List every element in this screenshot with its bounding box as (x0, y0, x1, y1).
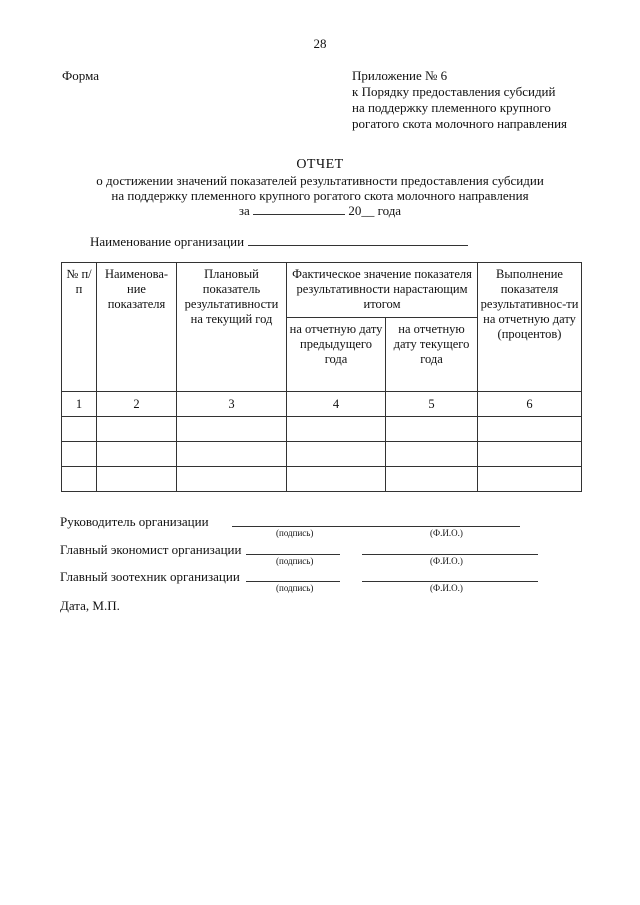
table-cell[interactable] (177, 442, 287, 467)
header-completion: Выполнение показателя результативнос-ти на отчетную дату (процентов) (478, 263, 582, 392)
table-row (62, 417, 582, 442)
table-cell[interactable] (62, 442, 97, 467)
page-number: 28 (313, 36, 327, 51)
table-cell[interactable] (386, 417, 478, 442)
table-cell[interactable] (97, 417, 177, 442)
table-cell[interactable] (177, 417, 287, 442)
table-cell[interactable] (287, 417, 386, 442)
header-indicator-name: Наименова-ние показателя (97, 263, 177, 392)
signature-head-line[interactable] (232, 526, 520, 527)
appendix-line-1: Приложение № 6 (352, 68, 448, 83)
date-stamp-label: Дата, М.П. (60, 598, 120, 613)
report-subtitle-line-2: на поддержку племенного крупного рогатого скота молочного направления (111, 188, 529, 203)
report-heading: ОТЧЕТ (296, 157, 344, 172)
signature-zootechnician-label: Главный зоотехник организации (60, 569, 240, 584)
appendix-line-3: на поддержку племенного крупного (352, 100, 551, 115)
column-number-4: 4 (287, 392, 386, 417)
table-cell[interactable] (478, 467, 582, 492)
report-period (60, 203, 580, 218)
table-cell[interactable] (287, 442, 386, 467)
table-row (62, 442, 582, 467)
table-cell[interactable] (62, 417, 97, 442)
header-previous-year: на отчетную дату предыдущего года (287, 318, 386, 392)
signature-economist-sign-line[interactable] (246, 554, 340, 555)
appendix-line-2: к Порядку предоставления субсидий (352, 84, 556, 99)
appendix-line-4: рогатого скота молочного направления (352, 116, 568, 131)
report-title-block (60, 157, 580, 218)
signature-zootechnician-caption-name: (Ф.И.О.) (430, 583, 463, 593)
header-current-year: на отчетную дату текущего года (386, 318, 478, 392)
signature-zootechnician-caption-sign: (подпись) (276, 583, 314, 593)
column-number-5: 5 (386, 392, 478, 417)
period-year: 20__ года (348, 203, 402, 218)
signature-head-caption-name: (Ф.И.О.) (430, 528, 463, 538)
table-cell[interactable] (62, 467, 97, 492)
organization-name-field[interactable] (248, 233, 468, 246)
table-cell[interactable] (177, 467, 287, 492)
table-row (62, 467, 582, 492)
signature-head-caption-sign: (подпись) (276, 528, 314, 538)
signature-economist-caption-name: (Ф.И.О.) (430, 556, 463, 566)
report-table (61, 262, 582, 492)
table-column-numbers-row (62, 392, 582, 417)
organization-row (90, 233, 468, 250)
period-prefix: за (238, 203, 250, 218)
header-planned-value: Плановый показатель результативности на текущий год (177, 263, 287, 392)
signature-economist-caption-sign: (подпись) (276, 556, 314, 566)
report-subtitle-line-1: о достижении значений показателей результативности предоставления субсидии (96, 173, 544, 188)
table-cell[interactable] (478, 417, 582, 442)
column-number-2: 2 (97, 392, 177, 417)
form-label: Форма (62, 68, 99, 83)
table-cell[interactable] (97, 467, 177, 492)
signature-zootechnician-sign-line[interactable] (246, 581, 340, 582)
signature-head-label: Руководитель организации (60, 514, 209, 529)
column-number-6: 6 (478, 392, 582, 417)
table-cell[interactable] (97, 442, 177, 467)
column-number-1: 1 (62, 392, 97, 417)
table-cell[interactable] (287, 467, 386, 492)
column-number-3: 3 (177, 392, 287, 417)
signature-economist-label: Главный экономист организации (60, 542, 242, 557)
table-cell[interactable] (386, 442, 478, 467)
table-cell[interactable] (386, 467, 478, 492)
appendix-header (352, 68, 567, 132)
table-cell[interactable] (478, 442, 582, 467)
period-date-field[interactable] (253, 214, 345, 215)
signature-zootechnician-name-line[interactable] (362, 581, 538, 582)
table-header-row (62, 263, 582, 318)
signature-economist-name-line[interactable] (362, 554, 538, 555)
header-number: № п/п (62, 263, 97, 392)
header-actual-value: Фактическое значение показателя результативности нарастающим итогом (287, 263, 478, 318)
organization-label: Наименование организации (90, 234, 245, 249)
